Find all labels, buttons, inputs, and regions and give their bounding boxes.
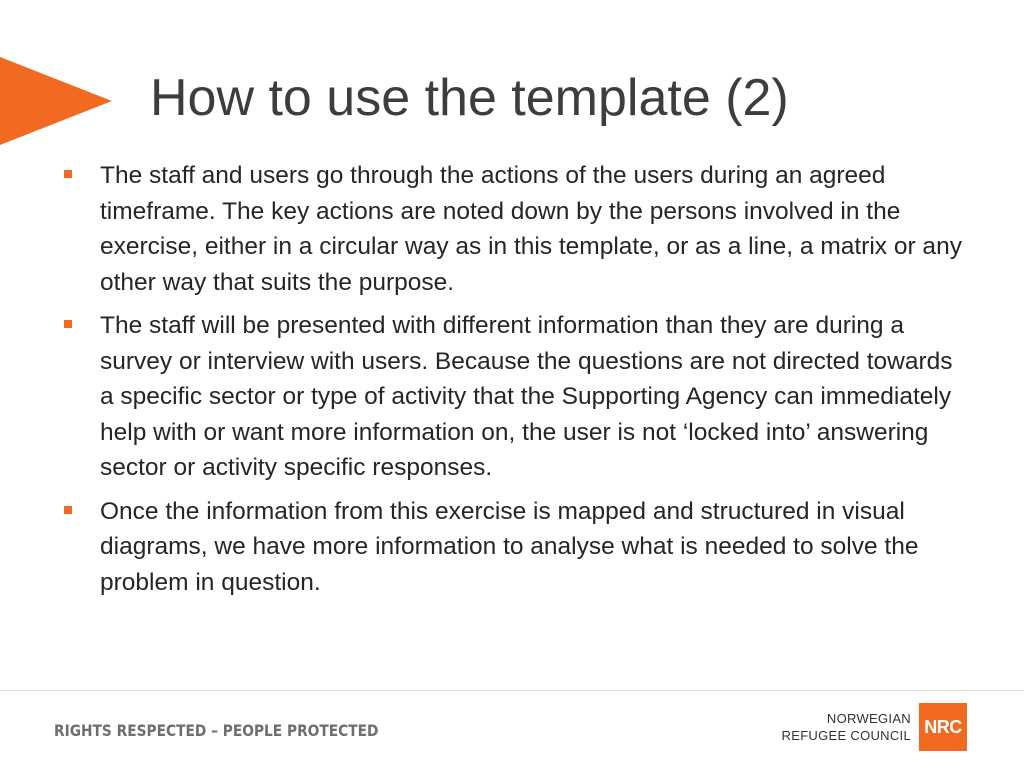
bullet-text: The staff and users go through the actions of the users during an agreed timeframe. The key actions are noted down by the persons involved in the exercise, either in a circular way as in this template, or as a line, a matrix or any other way that suits the purpose. [100, 162, 962, 296]
bullet-list [64, 158, 969, 608]
bullet-item [64, 308, 969, 486]
logo-line-2: REFUGEE COUNCIL [781, 728, 911, 743]
footer-divider [0, 690, 1024, 691]
square-bullet-icon [64, 506, 72, 514]
logo-wordmark [782, 710, 911, 744]
accent-triangle-shape [0, 57, 112, 145]
slide-title: How to use the template (2) [150, 69, 789, 127]
footer-tagline: RIGHTS RESPECTED – PEOPLE PROTECTED [54, 721, 379, 740]
square-bullet-icon [64, 170, 72, 178]
bullet-item [64, 494, 969, 601]
bullet-item [64, 158, 969, 300]
bullet-text: The staff will be presented with different information than they are during a survey or interview with users. Because the questions are not directed towards a specific sector or type of activity that the Supporting Agency can immediately help with or want more information on, the user is not ‘locked into’ answering sector or activity specific responses. [100, 312, 953, 481]
nrc-logo-icon: NRC [919, 703, 967, 751]
bullet-text: Once the information from this exercise is mapped and structured in visual diagrams, we have more information to analyse what is needed to solve the problem in question. [100, 497, 919, 596]
square-bullet-icon [64, 320, 72, 328]
nrc-logo [782, 703, 967, 751]
logo-line-1: NORWEGIAN [826, 711, 911, 726]
